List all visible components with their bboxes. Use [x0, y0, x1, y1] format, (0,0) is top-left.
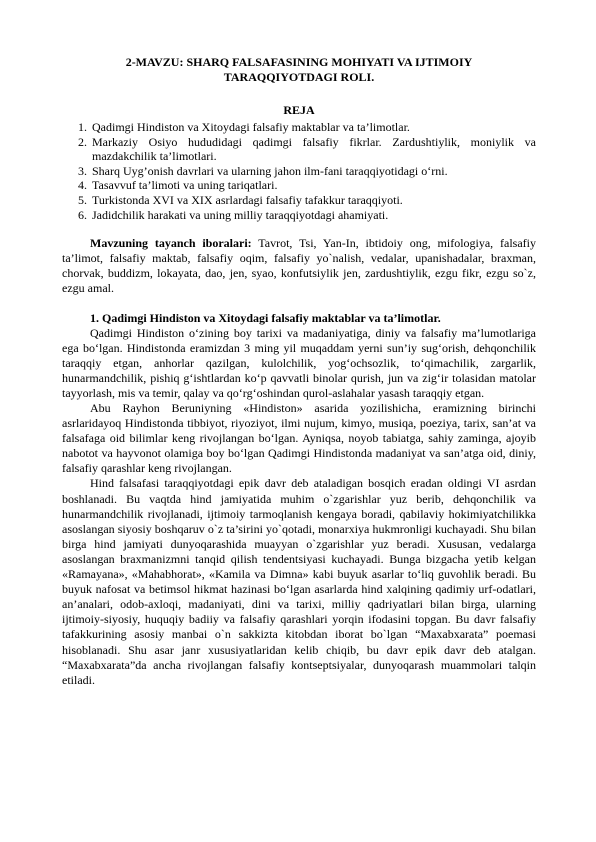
plan-item-5: 5. Turkistonda XVI va XIX asrlardagi falsafiy tafakkur taraqqiyoti. — [90, 193, 536, 208]
plan-item-3: 3. Sharq Uyg’onish davrlari va ularning jahon ilm-fani taraqqiyotidagi o‘rni. — [90, 164, 536, 179]
title-line-2: TARAQQIYOTDAGI ROLI. — [223, 70, 375, 84]
document-title — [62, 55, 536, 85]
keywords-text: Tavrot, Tsi, Yan-In, ibtidoiy ong, mifologiya, falsafiy ta’limot, falsafiy maktab, falsafiy oqim, falsafiy yo`nalish, vedalar, upanishadalar, braxman, chorvak, buddizm, lokayata, dao, jen, syao, konfutsiylik jen, zardushtiylik, ezgu fikr, ezgu so`z, ezgu amal. — [62, 236, 536, 296]
keywords-paragraph — [62, 236, 536, 296]
plan-item-1: 1. Qadimgi Hindiston va Xitoydagi falsafiy maktablar va ta’limotlar. — [90, 120, 536, 135]
plan-item-6: 6. Jadidchilik harakati va uning milliy taraqqiyotdagi ahamiyati. — [90, 208, 536, 223]
paragraph-1: Qadimgi Hindiston o‘zining boy tarixi va madaniyatiga, diniy va falsafiy ma’lumotlariga ega bo‘lgan. Hindistonda eramizdan 3 ming yil muqaddam yerni sun’iy sug‘orish, dehqonchilik taraqqiy etgan, anhorlar qazilgan, kulolchilik, yog‘ochsozlik, to‘qimachilik, zargarlik, hunarmandchilik, pishiq g‘ishtlardan ko‘p qavvatli binolar qurish, jun va zig‘ir tolasidan matolar tayyorlash, mis va temir, qalay va qo‘rg‘oshindan qurol-aslahalar yasash taraqqiy etgan. — [62, 325, 536, 400]
paragraph-2: Abu Rayhon Beruniyning «Hindiston» asarida yozilishicha, eramizning birinchi asrlaridayoq Hindistonda tibbiyot, riyoziyot, ilmi nujum, kimyo, musiqa, poeziya, tarix, san’at va falsafaga oid bilimlar keng rivojlangan bo‘lgan. Ayniqsa, noyob tabiatga, sahiy zaminga, ajoyib nabotot va hayvonot olamiga boy bo‘lgan Qadimgi Hindistonda madaniyat va san’atga oid, diniy, falsafiy qarashlar keng rivojlangan. — [62, 401, 536, 476]
plan-item-4: 4. Tasavvuf ta’limoti va uning tariqatlari. — [90, 178, 536, 193]
title-line-1: 2-MAVZU: SHARQ FALSAFASINING MOHIYATI VA IJTIMOIY — [125, 55, 473, 69]
plan-heading: REJA — [283, 103, 315, 117]
keywords-label: Mavzuning tayanch iboralari: — [90, 236, 252, 251]
section-1-heading: 1. Qadimgi Hindiston va Xitoydagi falsafiy maktablar va ta’limotlar. — [90, 310, 441, 325]
plan-list — [62, 120, 536, 222]
paragraph-3: Hind falsafasi taraqqiyotdagi epik davr deb ataladigan bosqich eradan oldingi VI asrdan boshlanadi. Bu vaqtda hind jamiyatida muhim o`zgarishlar yuz berib, dehqonchilik va hunarmandchilik rivojlanadi, ijtimoiy tarmoqlanish kengaya boradi, qabilaviy hokimiyatchilikka asoslangan siyosiy boshqaruv o`z ta’sirini yo`qotadi, monarxiya hukmronligi kuchayadi. Shu bilan birga hind jamiyati dunyoqarashida muayyan o`zgarishlar yuz beradi. Xususan, vedalarga asoslangan braxmanizmni tanqid qilish tendentsiyasi kuchayadi. Bunga bizgacha yetib kelgan «Ramayana», «Mahabhorat», «Kamila va Dimna» kabi buyuk asarlar to‘liq guvohlik beradi. Bu buyuk nafosat va betimsol hikmat hazinasi bo‘lgan asarlarda hind xalqining qadimiy urf-odatlari, an’analari, odob-axloqi, madaniyati, dini va tarixi, milliy qadriyatlari bilan birga, ularning ijtimoiy-siyosiy, huquqiy badiiy va falsafiy qarashlari yorqin ifodasini topgan. Bu davr falsafiy tafakkurining asosiy manbai o`n sakkizta kitobdan iborat bo`lgan “Maxabxarata” poemasi hisoblanadi. Shu asar janr xususiyatlaridan kelib chiqib, bu davr epik davr deb atalgan. “Maxabxarata”da ancha rivojlangan falsafiy kontseptsiyalar, dunyoqarash muammolari talqin etiladi. — [62, 476, 536, 687]
plan-item-2: 2. Markaziy Osiyo hududidagi qadimgi falsafiy fikrlar. Zardushtiylik, moniylik va mazdakchilik ta’limotlari. — [90, 135, 536, 164]
